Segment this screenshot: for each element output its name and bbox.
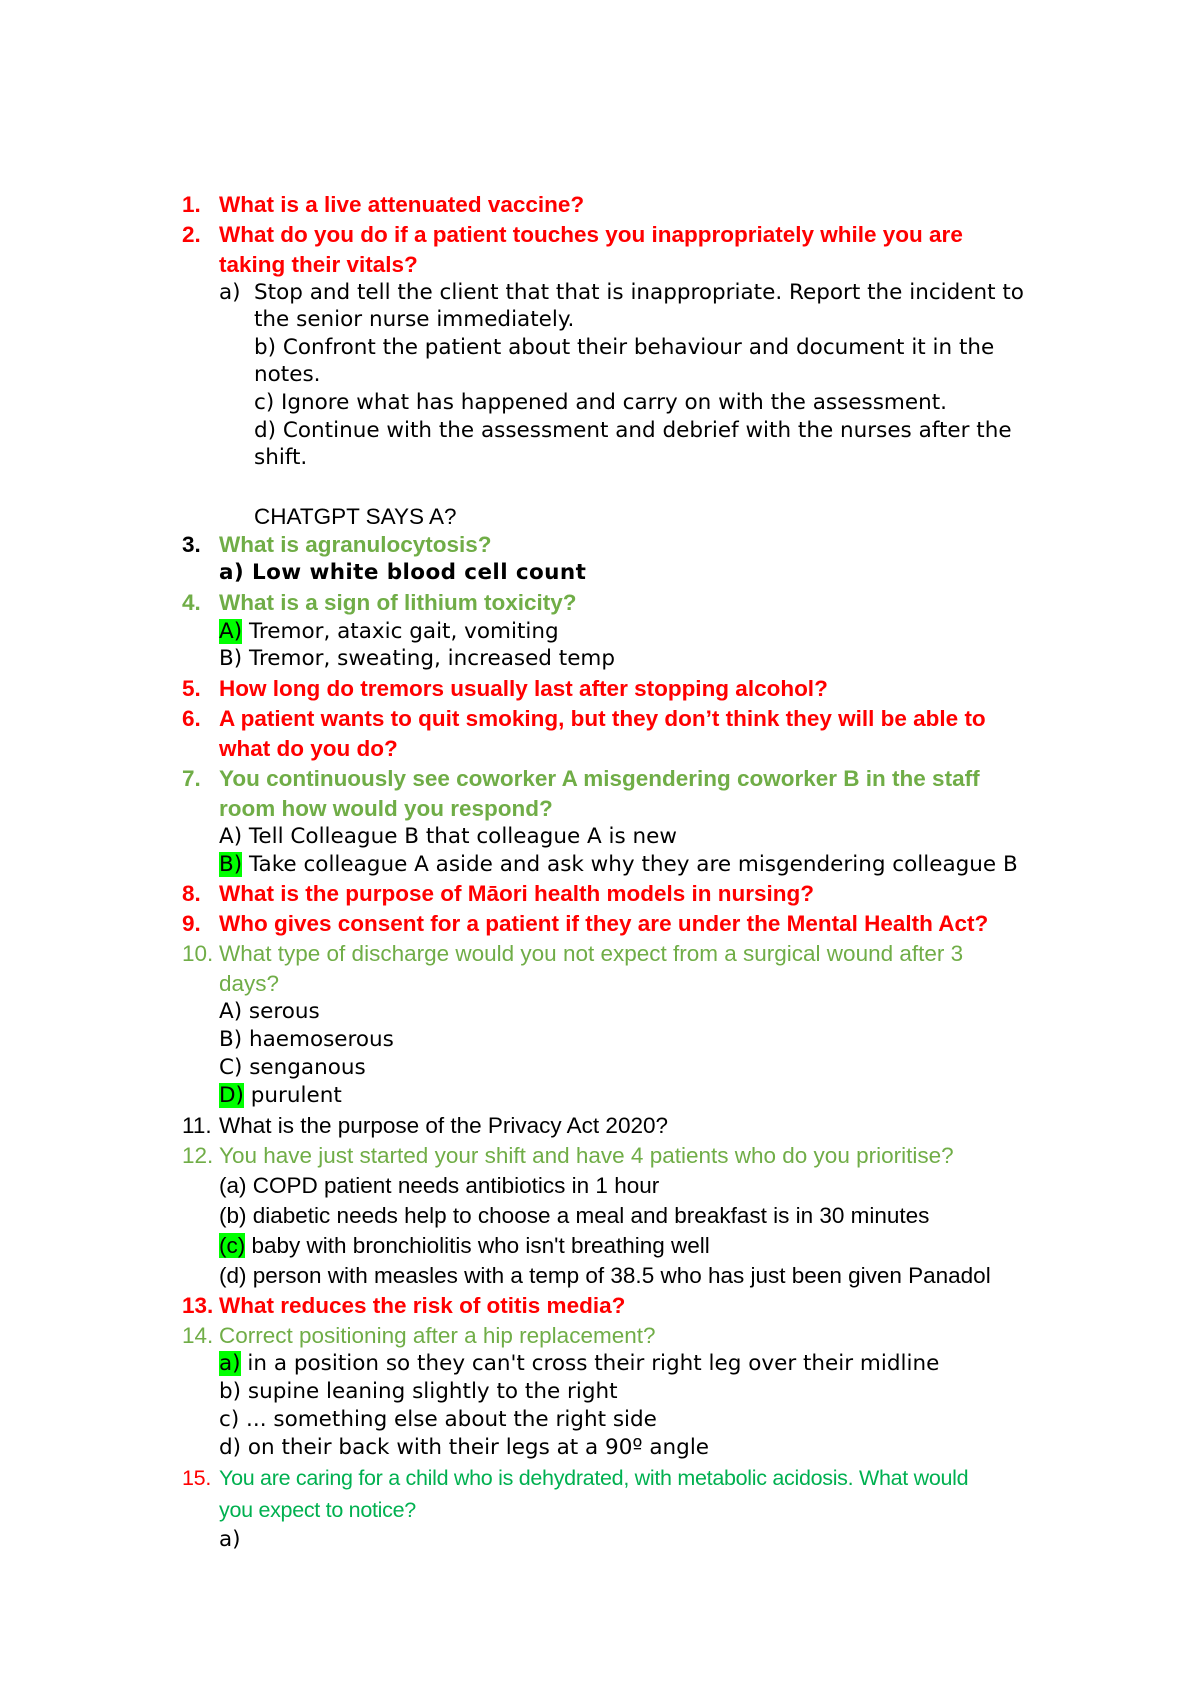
note-text: CHATGPT SAYS A? bbox=[254, 504, 457, 529]
question-number: 4. bbox=[182, 590, 201, 615]
option-text: baby with bronchiolitis who isn't breathing well bbox=[245, 1233, 710, 1258]
question-text: days? bbox=[219, 971, 280, 996]
selected-marker: (c) bbox=[219, 1233, 246, 1258]
selected-marker: a) bbox=[219, 1351, 241, 1376]
option-text: d) Continue with the assessment and debrief with the nurses after the bbox=[254, 418, 1012, 443]
option-text: c) ... something else about the right side bbox=[219, 1407, 657, 1432]
option-text: the senior nurse immediately. bbox=[254, 307, 575, 332]
question-text: How long do tremors usually last after stopping alcohol? bbox=[219, 676, 828, 701]
question-text: what do you do? bbox=[219, 736, 398, 761]
question-text: Who gives consent for a patient if they are under the Mental Health Act? bbox=[219, 911, 989, 936]
option-text: purulent bbox=[243, 1083, 342, 1108]
question-text: You are caring for a child who is dehydrated, with metabolic acidosis. What would bbox=[219, 1466, 969, 1490]
selected-marker: A) bbox=[219, 619, 243, 644]
question-number: 14. bbox=[182, 1323, 214, 1348]
question-number: 1. bbox=[182, 192, 201, 217]
question-number: 12. bbox=[182, 1143, 214, 1168]
question-text: You have just started your shift and have 4 patients who do you prioritise? bbox=[219, 1143, 954, 1168]
question-text: taking their vitals? bbox=[219, 252, 418, 277]
question-number: 10. bbox=[182, 941, 214, 966]
question-text: What type of discharge would you not expect from a surgical wound after 3 bbox=[219, 941, 964, 966]
question-text: Correct positioning after a hip replacement? bbox=[219, 1323, 656, 1348]
option-text: B) Tremor, sweating, increased temp bbox=[219, 646, 616, 671]
option-text: d) on their back with their legs at a 90º angle bbox=[219, 1435, 710, 1460]
question-number: 9. bbox=[182, 911, 201, 936]
option-text: Take colleague A aside and ask why they are misgendering colleague B bbox=[242, 852, 1018, 877]
option-marker: a) bbox=[219, 280, 241, 305]
question-number: 7. bbox=[182, 766, 201, 791]
question-text: What is the purpose of the Privacy Act 2020? bbox=[219, 1113, 669, 1138]
question-number: 3. bbox=[182, 532, 201, 557]
question-text: What reduces the risk of otitis media? bbox=[219, 1293, 626, 1318]
question-number: 13. bbox=[182, 1293, 214, 1318]
question-number: 6. bbox=[182, 706, 201, 731]
option-text: A) serous bbox=[219, 999, 320, 1024]
option-text: b) Confront the patient about their behaviour and document it in the bbox=[254, 335, 995, 360]
option-text: notes. bbox=[254, 362, 321, 387]
question-text: What is agranulocytosis? bbox=[219, 532, 492, 557]
option-text: shift. bbox=[254, 445, 308, 470]
selected-marker: B) bbox=[219, 852, 243, 877]
question-number: 5. bbox=[182, 676, 201, 701]
question-text: A patient wants to quit smoking, but they don’t think they will be able to bbox=[219, 706, 986, 731]
option-text: (b) diabetic needs help to choose a meal and breakfast is in 30 minutes bbox=[219, 1203, 930, 1228]
option-text: A) Tell Colleague B that colleague A is new bbox=[219, 824, 677, 849]
option-text: B) haemoserous bbox=[219, 1027, 394, 1052]
option-text: a) bbox=[219, 1527, 241, 1552]
answer-text: a) Low white blood cell count bbox=[219, 560, 587, 585]
question-text: You continuously see coworker A misgendering coworker B in the staff bbox=[219, 766, 980, 791]
question-text: What is a live attenuated vaccine? bbox=[219, 192, 585, 217]
option-text: in a position so they can't cross their right leg over their midline bbox=[240, 1351, 940, 1376]
option-text: C) senganous bbox=[219, 1055, 366, 1080]
option-text: (d) person with measles with a temp of 38.5 who has just been given Panadol bbox=[219, 1263, 991, 1288]
option-text: c) Ignore what has happened and carry on with the assessment. bbox=[254, 390, 947, 415]
question-text: you expect to notice? bbox=[219, 1498, 416, 1522]
question-number: 15. bbox=[182, 1466, 211, 1490]
option-text: b) supine leaning slightly to the right bbox=[219, 1379, 618, 1404]
question-text: What is a sign of lithium toxicity? bbox=[219, 590, 577, 615]
question-text: What do you do if a patient touches you inappropriately while you are bbox=[219, 222, 963, 247]
selected-marker: D) bbox=[219, 1083, 244, 1108]
option-text: Tremor, ataxic gait, vomiting bbox=[242, 619, 559, 644]
question-number: 8. bbox=[182, 881, 201, 906]
option-text: (a) COPD patient needs antibiotics in 1 hour bbox=[219, 1173, 660, 1198]
question-text: room how would you respond? bbox=[219, 796, 553, 821]
question-number: 11. bbox=[182, 1113, 212, 1138]
question-number: 2. bbox=[182, 222, 201, 247]
option-text: Stop and tell the client that that is inappropriate. Report the incident to bbox=[254, 280, 1024, 305]
question-text: What is the purpose of Māori health models in nursing? bbox=[219, 881, 815, 906]
